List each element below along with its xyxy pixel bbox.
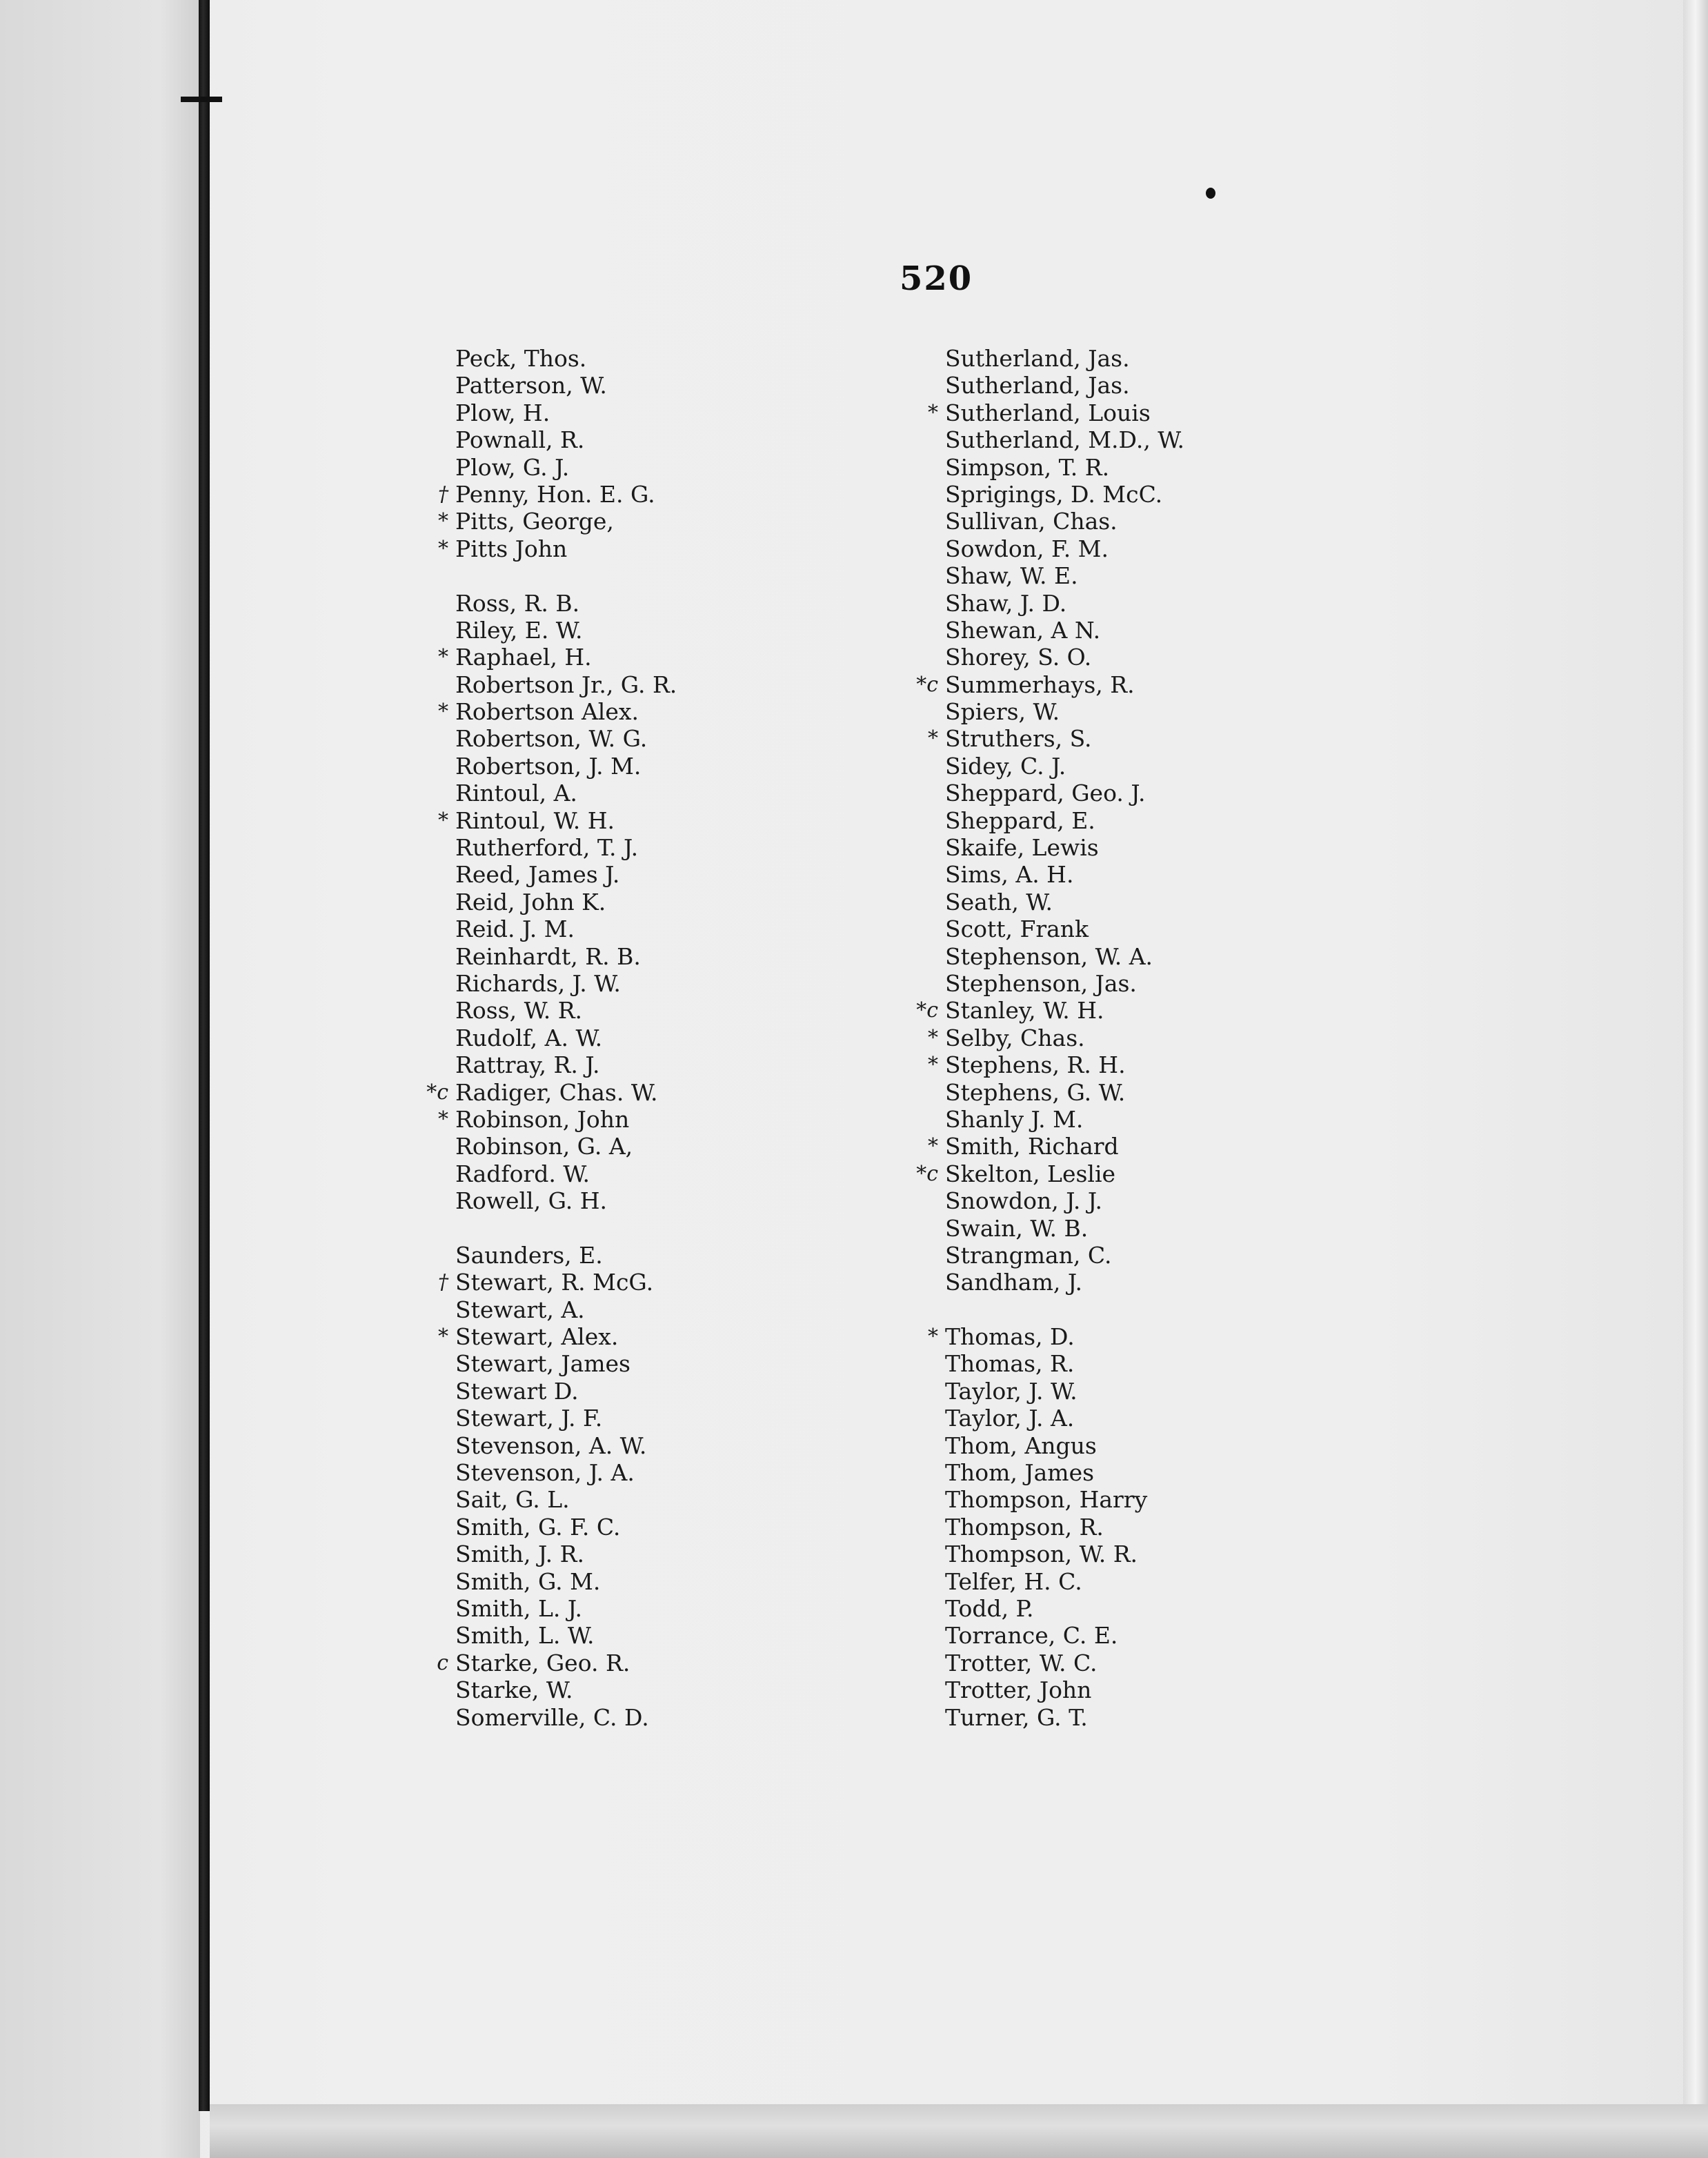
- entry-name: Sait, G. L.: [455, 1486, 570, 1514]
- entry-name: Skaife, Lewis: [945, 834, 1099, 862]
- name-entry: [455, 1242, 677, 1269]
- entry-name: Robertson Alex.: [455, 698, 639, 726]
- entry-name: Sheppard, Geo. J.: [945, 780, 1146, 807]
- entry-name: Thompson, R.: [945, 1513, 1104, 1541]
- entry-mark: †: [438, 482, 448, 506]
- name-entry: [928, 1051, 1184, 1079]
- entry-name: Taylor, J. A.: [945, 1405, 1075, 1432]
- entry-name: Thomas, D.: [945, 1323, 1075, 1351]
- name-entry: [455, 617, 677, 644]
- entry-name: Robertson, J. M.: [455, 752, 642, 780]
- entry-name: Spiers, W.: [945, 698, 1060, 726]
- entry-mark: *: [928, 1134, 938, 1159]
- name-entry: [945, 562, 1184, 589]
- entry-name: Thom, James: [945, 1459, 1095, 1487]
- name-entry: [455, 671, 677, 698]
- name-entry: [455, 399, 677, 426]
- name-entry: [455, 1133, 677, 1160]
- name-entry: [945, 1704, 1184, 1731]
- name-entry: [916, 997, 1184, 1024]
- name-entry: [945, 590, 1184, 617]
- entry-name: Thom, Angus: [945, 1432, 1097, 1459]
- name-entry: [928, 399, 1184, 426]
- entry-mark: *: [438, 808, 448, 833]
- name-entry: [945, 1432, 1184, 1459]
- entry-mark: *c: [916, 998, 938, 1023]
- entry-name: Stevenson, A. W.: [455, 1432, 647, 1459]
- entry-name: Robertson, W. G.: [455, 725, 648, 753]
- entry-name: Trotter, W. C.: [945, 1649, 1098, 1676]
- name-entry: [945, 508, 1184, 535]
- spine-mark: [181, 97, 222, 102]
- name-entry: [455, 1486, 677, 1513]
- entry-name: Shaw, W. E.: [945, 562, 1078, 590]
- name-entry: [437, 1649, 677, 1676]
- entry-name: Stewart, Alex.: [455, 1323, 619, 1351]
- entry-name: Rowell, G. H.: [455, 1187, 608, 1215]
- entry-name: Rudolf, A. W.: [455, 1024, 603, 1051]
- name-entry: [438, 1323, 677, 1351]
- entry-mark: *: [438, 700, 448, 724]
- name-entry: [945, 426, 1184, 453]
- entry-name: Stewart, James: [455, 1350, 630, 1378]
- name-entry: [945, 481, 1184, 508]
- entry-name: Richards, J. W.: [455, 969, 621, 997]
- name-entry: [945, 1405, 1184, 1432]
- entry-name: Sprigings, D. McC.: [945, 480, 1163, 508]
- entry-name: Stephens, R. H.: [945, 1051, 1126, 1079]
- entry-name: Plow, H.: [455, 399, 550, 426]
- entry-name: Reed, James J.: [455, 861, 620, 889]
- entry-name: Riley, E. W.: [455, 616, 583, 644]
- name-entry: [945, 535, 1184, 562]
- entry-name: Thompson, W. R.: [945, 1541, 1138, 1568]
- name-entry: [455, 372, 677, 399]
- name-entry: [945, 1541, 1184, 1567]
- entry-name: Raphael, H.: [455, 644, 592, 671]
- name-entry: [928, 1323, 1184, 1351]
- name-entry: [438, 508, 677, 535]
- name-entry: [945, 644, 1184, 671]
- name-entry: [455, 834, 677, 861]
- entry-name: Robinson, John: [455, 1105, 630, 1133]
- entry-name: Summerhays, R.: [945, 671, 1135, 698]
- entry-name: Taylor, J. W.: [945, 1377, 1078, 1405]
- name-entry: [945, 1514, 1184, 1541]
- entry-mark: *: [438, 1325, 448, 1349]
- name-entry: [455, 970, 677, 997]
- entry-name: Rintoul, A.: [455, 780, 577, 807]
- entry-name: Somerville, C. D.: [455, 1703, 649, 1731]
- name-entry: [945, 1269, 1184, 1296]
- name-entry: [455, 915, 677, 942]
- entry-name: Reid. J. M.: [455, 915, 575, 943]
- entry-name: Stewart, A.: [455, 1296, 585, 1323]
- entry-name: Smith, L. J.: [455, 1594, 582, 1622]
- name-entry: [455, 1568, 677, 1595]
- entry-name: Reid, John K.: [455, 888, 606, 915]
- name-entry: [945, 1486, 1184, 1513]
- entry-mark: *: [928, 1053, 938, 1078]
- section-gap: [455, 562, 677, 589]
- name-entry: [455, 1459, 677, 1486]
- page-right-edge: [1683, 0, 1708, 2158]
- name-entry: [945, 1568, 1184, 1595]
- name-entry: [945, 807, 1184, 834]
- name-entry: [455, 1296, 677, 1323]
- entry-name: Starke, W.: [455, 1676, 573, 1704]
- entry-name: Stewart, J. F.: [455, 1405, 603, 1432]
- entry-name: Smith, G. M.: [455, 1567, 601, 1595]
- entry-name: Simpson, T. R.: [945, 453, 1110, 481]
- entry-name: Stephens, G. W.: [945, 1078, 1126, 1106]
- name-entry: [916, 671, 1184, 698]
- name-entry: [945, 861, 1184, 888]
- name-entry: [455, 1378, 677, 1405]
- name-entry: [945, 889, 1184, 915]
- entry-name: Sidey, C. J.: [945, 752, 1066, 780]
- entry-name: Ross, R. B.: [455, 589, 580, 617]
- entry-name: Pitts, George,: [455, 508, 614, 535]
- entry-name: Selby, Chas.: [945, 1024, 1085, 1051]
- name-entry: [945, 780, 1184, 806]
- entry-mark: *: [438, 645, 448, 670]
- entry-name: Trotter, John: [945, 1676, 1092, 1704]
- entry-mark: *: [928, 400, 938, 425]
- entry-name: Penny, Hon. E. G.: [455, 480, 655, 508]
- entry-name: Rintoul, W. H.: [455, 806, 615, 834]
- entry-name: Snowdon, J. J.: [945, 1187, 1103, 1215]
- entry-name: Rattray, R. J.: [455, 1051, 600, 1079]
- name-entry: [928, 1024, 1184, 1051]
- name-entry: [455, 1350, 677, 1377]
- name-entry: [928, 725, 1184, 753]
- section-gap: [455, 1215, 677, 1242]
- name-entry: [945, 1079, 1184, 1106]
- entry-name: Scott, Frank: [945, 915, 1089, 943]
- name-entry: [455, 426, 677, 453]
- entry-mark: *c: [916, 1161, 938, 1186]
- ink-spot: [1206, 188, 1215, 199]
- entry-name: Robertson Jr., G. R.: [455, 671, 677, 698]
- entry-name: Stewart D.: [455, 1377, 579, 1405]
- page-bottom-edge: [210, 2104, 1708, 2158]
- entry-name: Shorey, S. O.: [945, 644, 1092, 671]
- name-entry: [438, 1269, 677, 1296]
- entry-name: Starke, Geo. R.: [455, 1649, 630, 1676]
- name-entry: [455, 1622, 677, 1649]
- entry-name: Sutherland, Jas.: [945, 372, 1130, 399]
- entry-name: Smith, G. F. C.: [455, 1513, 621, 1541]
- entry-mark: *: [928, 1325, 938, 1349]
- name-entry: [455, 1024, 677, 1051]
- entry-name: Sullivan, Chas.: [945, 508, 1118, 535]
- name-entry: [945, 1187, 1184, 1214]
- name-entry: [438, 698, 677, 726]
- entry-name: Sutherland, M.D., W.: [945, 426, 1184, 454]
- entry-name: Skelton, Leslie: [945, 1160, 1116, 1187]
- name-entry: [945, 1350, 1184, 1377]
- name-entry: [928, 1133, 1184, 1160]
- entry-name: Todd, P.: [945, 1594, 1034, 1622]
- entry-name: Stephenson, Jas.: [945, 969, 1137, 997]
- entry-mark: *: [928, 726, 938, 751]
- page-number: 520: [900, 259, 973, 298]
- entry-name: Pitts John: [455, 535, 568, 562]
- name-entry: [455, 725, 677, 752]
- name-entry: [455, 1187, 677, 1214]
- left-name-column: [426, 345, 677, 1731]
- entry-name: Patterson, W.: [455, 372, 607, 399]
- name-entry: [438, 1105, 677, 1133]
- name-entry: [455, 1405, 677, 1432]
- name-entry: [455, 1514, 677, 1541]
- name-entry: [945, 1378, 1184, 1405]
- name-entry: [945, 345, 1184, 372]
- entry-mark: *c: [916, 672, 938, 697]
- entry-name: Stewart, R. McG.: [455, 1269, 654, 1296]
- name-entry: [455, 1432, 677, 1459]
- name-entry: [455, 1541, 677, 1567]
- name-entry: [916, 1160, 1184, 1187]
- entry-name: Sutherland, Louis: [945, 399, 1151, 426]
- entry-name: Sandham, J.: [945, 1269, 1083, 1296]
- entry-name: Thompson, Harry: [945, 1486, 1148, 1514]
- name-entry: [455, 454, 677, 481]
- name-entry: [426, 1078, 677, 1106]
- entry-mark: *c: [426, 1080, 448, 1105]
- entry-name: Rutherford, T. J.: [455, 834, 639, 862]
- entry-name: Ross, W. R.: [455, 997, 583, 1024]
- entry-name: Sims, A. H.: [945, 861, 1074, 889]
- right-name-column: [916, 345, 1184, 1731]
- entry-mark: †: [438, 1270, 448, 1295]
- name-entry: [945, 1622, 1184, 1649]
- name-entry: [945, 970, 1184, 997]
- name-entry: [945, 1215, 1184, 1242]
- entry-name: Sowdon, F. M.: [945, 535, 1109, 562]
- entry-name: Radiger, Chas. W.: [455, 1078, 658, 1106]
- entry-name: Shanly J. M.: [945, 1105, 1084, 1133]
- name-entry: [945, 1106, 1184, 1133]
- entry-name: Struthers, S.: [945, 725, 1092, 753]
- name-entry: [455, 889, 677, 915]
- entry-name: Swain, W. B.: [945, 1214, 1089, 1242]
- name-entry: [945, 753, 1184, 780]
- entry-mark: *: [928, 1025, 938, 1050]
- name-entry: [945, 372, 1184, 399]
- entry-name: Turner, G. T.: [945, 1703, 1088, 1731]
- name-entry: [455, 1160, 677, 1187]
- name-entry: [438, 480, 677, 508]
- entry-mark: *: [438, 509, 448, 534]
- name-entry: [945, 943, 1184, 970]
- name-entry: [455, 1704, 677, 1731]
- entry-name: Thomas, R.: [945, 1350, 1075, 1378]
- name-entry: [945, 617, 1184, 644]
- entry-name: Reinhardt, R. B.: [455, 942, 641, 970]
- name-entry: [945, 454, 1184, 481]
- entry-name: Saunders, E.: [455, 1241, 603, 1269]
- name-entry: [455, 1051, 677, 1078]
- entry-name: Plow, G. J.: [455, 453, 570, 481]
- entry-mark: c: [437, 1650, 448, 1675]
- name-entry: [455, 590, 677, 617]
- entry-name: Peck, Thos.: [455, 345, 587, 372]
- name-entry: [455, 1595, 677, 1622]
- entry-name: Sutherland, Jas.: [945, 345, 1130, 372]
- entry-name: Stevenson, J. A.: [455, 1459, 635, 1487]
- entry-name: Stanley, W. H.: [945, 997, 1104, 1024]
- name-entry: [945, 1459, 1184, 1486]
- name-entry: [438, 644, 677, 671]
- entry-name: Stephenson, W. A.: [945, 942, 1153, 970]
- entry-mark: *: [438, 536, 448, 561]
- facing-page-edge: [0, 0, 200, 2158]
- entry-name: Strangman, C.: [945, 1241, 1112, 1269]
- name-entry: [455, 861, 677, 888]
- name-entry: [455, 780, 677, 806]
- name-entry: [945, 1595, 1184, 1622]
- name-entry: [945, 1650, 1184, 1676]
- entry-name: Robinson, G. A,: [455, 1133, 633, 1160]
- entry-name: Smith, L. W.: [455, 1622, 595, 1650]
- name-entry: [455, 345, 677, 372]
- entry-name: Pownall, R.: [455, 426, 585, 454]
- name-entry: [455, 943, 677, 970]
- entry-name: Torrance, C. E.: [945, 1622, 1118, 1650]
- name-entry: [945, 1242, 1184, 1269]
- book-spine: [199, 0, 210, 2111]
- entry-name: Shaw, J. D.: [945, 589, 1067, 617]
- name-entry: [455, 1676, 677, 1703]
- entry-name: Shewan, A N.: [945, 616, 1101, 644]
- section-gap: [945, 1296, 1184, 1323]
- name-entry: [438, 806, 677, 834]
- entry-name: Smith, Richard: [945, 1133, 1119, 1160]
- name-entry: [945, 915, 1184, 942]
- name-entry: [438, 535, 677, 562]
- name-entry: [455, 753, 677, 780]
- entry-name: Telfer, H. C.: [945, 1567, 1082, 1595]
- entry-name: Radford. W.: [455, 1160, 590, 1187]
- entry-name: Smith, J. R.: [455, 1541, 584, 1568]
- entry-mark: *: [438, 1107, 448, 1131]
- name-entry: [945, 1676, 1184, 1703]
- name-entry: [455, 997, 677, 1024]
- entry-name: Seath, W.: [945, 888, 1053, 915]
- name-entry: [945, 834, 1184, 861]
- entry-name: Sheppard, E.: [945, 806, 1095, 834]
- name-entry: [945, 698, 1184, 725]
